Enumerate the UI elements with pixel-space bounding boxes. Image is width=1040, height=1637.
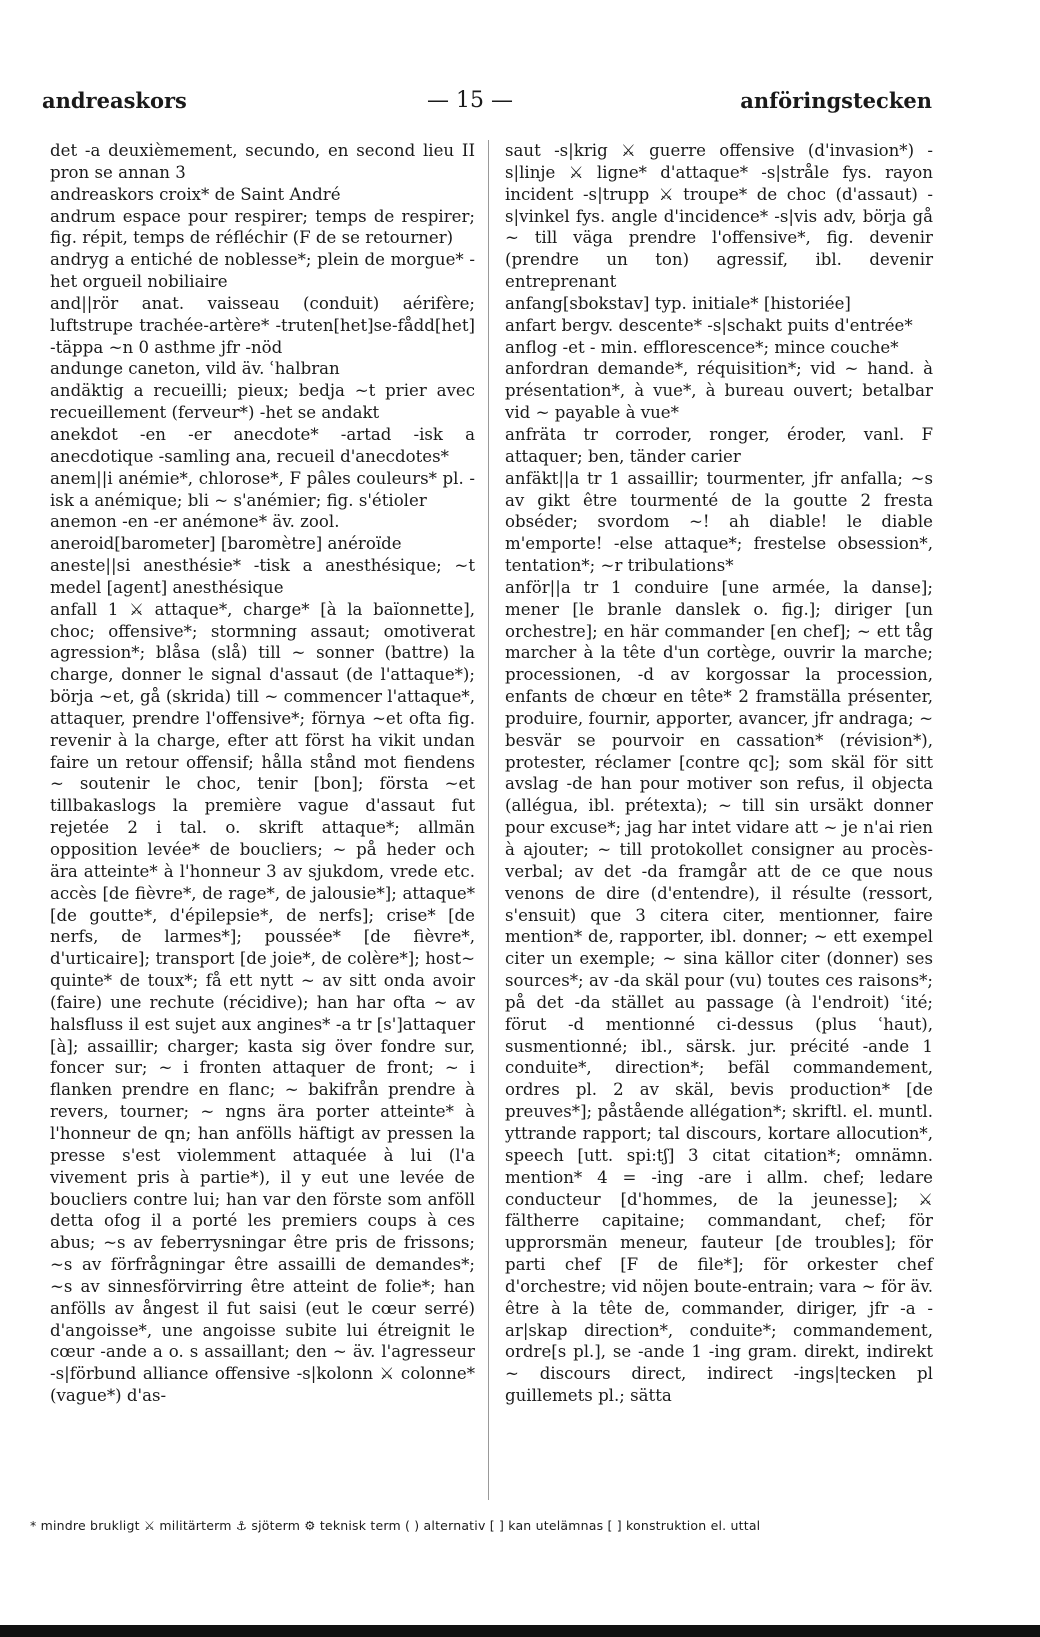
- right-column: [505, 140, 933, 1407]
- dictionary-entry: anför||a tr 1 conduire [une armée, la danse]; mener [le branle danslek o. fig.]; diriger [un orchestre]; en här commander [en chef]; ~ ett tåg marcher à la tête d'un cortège, ouvrir la marche; processionen, -d av korgossar la procession, enfants de chœur en tête* 2 framställa présenter, produire, fournir, apporter, avancer, jfr andraga; ~ besvär se pourvoir en cassation* (révision*), protester, réclamer [contre qc]; som skäl för sitt avslag -de han pour motiver son refus, il objecta (allégua, ibl. prétexta); ~ till sin ursäkt donner pour excuse*; jag har intet vidare att ~ je n'ai rien à ajouter; ~ till protokollet consigner au procès-verbal; av det -da framgår att de ce que nous venons de dire (d'entendre), il résulte (ressort, s'ensuit) que 3 citera citer, mentionner, faire mention* de, rapporter, ibl. donner; ~ ett exempel citer un exemple; ~ sina källor citer (donner) ses sources*; av -da skäl pour (vu) toutes ces raisons*; på det -da stället au passage (à l'endroit) ʿité; förut -d mentionné ci-dessus (plus ʿhaut), susmentionné; ibl., särsk. jur. précité -ande 1 conduite*, direction*; befäl commandement, ordres pl. 2 av skäl, bevis production* [de preuves*]; påstående allégation*; skriftl. el. muntl. yttrande rapport; tal discours, kortare allocution*, speech [utt. spi:tʃ] 3 citat citation*; omnämn. mention* 4 = -ing -are i allm. chef; ledare conducteur [d'hommes, de la jeunesse]; ⚔ fältherre capitaine; commandant, chef; för upprorsmän meneur, fauteur [de troubles]; för parti chef [F de file*]; för orkester chef d'orchestre; vid nöjen boute-entrain; vara ~ för äv. être à la tête de, commander, diriger, jfr -a -ar|skap direction*, conduite*; commandement, ordre[s pl.], se -ande 1 -ing gram. direkt, indirekt ~ discours direct, indirect -ings|tecken pl guillemets pl.; sätta: [505, 577, 933, 1406]
- dictionary-entry: anfart bergv. descente* -s|schakt puits d'entrée*: [505, 315, 913, 335]
- dictionary-entry: andreaskors croix* de Saint André: [50, 184, 341, 204]
- running-header: [42, 88, 932, 124]
- left-column: [50, 140, 475, 1407]
- dictionary-entry: det -a deuxièmement, secundo, en second lieu II pron se annan 3: [50, 141, 475, 182]
- dictionary-entry: aneroid[barometer] [baromètre] anéroïde: [50, 534, 402, 554]
- dictionary-entry: anfräta tr corroder, ronger, éroder, vanl. F attaquer; ben, tänder carier: [505, 424, 933, 466]
- legend-footer: * mindre brukligt ⚔ militärterm ⚓ sjöterm ⚙ teknisk term ( ) alternativ [ ] kan utelämnas [ ] konstruktion el. uttal: [30, 1518, 761, 1533]
- dictionary-entry: aneste||si anesthésie* -tisk a anesthésique; ~t medel [agent] anesthésique: [50, 556, 475, 597]
- dictionary-entry: and||rör anat. vaisseau (conduit) aérifère; luftstrupe trachée-artère* -truten[het]se-fådd[het] -täppa ~n 0 asthme jfr -nöd: [50, 293, 475, 357]
- dictionary-entry: anekdot -en -er anecdote* -artad -isk a anecdotique -samling ana, recueil d'anecdotes*: [50, 424, 475, 466]
- header-last-headword: anföringstecken: [740, 88, 932, 113]
- dictionary-entry: anfang[sbokstav] typ. initiale* [historiée]: [505, 293, 851, 313]
- dictionary-entry: anemon -en -er anémone* äv. zool.: [50, 512, 340, 532]
- column-divider: [488, 140, 489, 1500]
- header-first-headword: andreaskors: [42, 88, 187, 113]
- dictionary-entry: andäktig a recueilli; pieux; bedja ~t prier avec recueillement (ferveur*) -het se andakt: [50, 381, 475, 423]
- dictionary-entry: saut -s|krig ⚔ guerre offensive (d'invasion*) -s|linje ⚔ ligne* d'attaque* -s|stråle fys. rayon incident -s|trupp ⚔ troupe* de choc (d'assaut) -s|vinkel fys. angle d'incidence* -s|vis adv, börja gå ~ till väga prendre l'offensive*, fig. devenir (prendre un ton) agressif, ibl. devenir entreprenant: [505, 141, 933, 292]
- dictionary-entry: andrum espace pour respirer; temps de respirer; fig. répit, temps de réfléchir (F de se retourner): [50, 206, 475, 248]
- dictionary-entry: andryg a entiché de noblesse*; plein de morgue* -het orgueil nobiliaire: [50, 250, 475, 292]
- dictionary-entry: anfall 1 ⚔ attaque*, charge* [à la baïonnette], choc; offensive*; stormning assaut; omotiverat agression*; blåsa (slå) till ~ sonner (battre) la charge, donner le signal d'assaut (de l'attaque*); börja ~et, gå (skrida) till ~ commencer l'attaque*, attaquer, prendre l'offensive*; förnya ~et ofta fig. revenir à la charge, efter att först ha vikit undan faire un retour offensif; hålla stånd mot fiendens ~ soutenir le choc, tenir [bon]; första ~et tillbakaslogs la première vague d'assaut fut rejetée 2 i tal. o. skrift attaque*; allmän opposition levée* de boucliers; ~ på heder och ära atteinte* à l'honneur 3 av sjukdom, vrede etc. accès [de fièvre*, de rage*, de jalousie*]; attaque* [de goutte*, d'épilepsie*, de nerfs]; crise* [de nerfs, de larmes*]; poussée* [de fièvre*, d'urticaire]; transport [de joie*, de colère*]; host~ quinte* de toux*; få ett nytt ~ av sitt onda avoir (faire) une rechute (récidive); han har ofta ~ av halsfluss il est sujet aux angines* -a tr [s']attaquer [à]; assaillir; charger; kasta sig över fondre sur, foncer sur; ~ i fronten attaquer de front; ~ i flanken prendre en flanc; ~ bakifrån prendre à revers, tourner; ~ ngns ära porter atteinte* à l'honneur de qn; han anfölls häftigt av pressen la presse s'est violemment attaquée à lui (l'a vivement pris à partie*), il y eut une levée de boucliers contre lui; han var den förste som anföll detta ofog il a porté les premiers coups à ces abus; ~s av feberrysningar être pris de frissons; ~s av förfrågningar être assailli de demandes*; ~s av sinnesförvirring être atteint de folie*; han anfölls av ångest il fut saisi (eut le cœur serré) d'angoisse*, une angoisse subite lui étreignit le cœur -ande a o. s assaillant; den ~ äv. l'agresseur -s|förbund alliance offensive -s|kolonn ⚔ colonne* (vague*) d'as-: [50, 599, 475, 1406]
- dictionary-entry: anfordran demande*, réquisition*; vid ~ hand. à présentation*, à vue*, à bureau ouvert; betalbar vid ~ payable à vue*: [505, 359, 933, 423]
- bottom-edge-bar: [0, 1625, 1040, 1637]
- page-number: — 15 —: [427, 88, 513, 113]
- dictionary-entry: anfäkt||a tr 1 assaillir; tourmenter, jfr anfalla; ~s av gikt être tourmenté de la goutte 2 fresta obséder; svordom ~! ah diable! le diable m'emporte! -else attaque*; frestelse obsession*, tentation*; ~r tribulations*: [505, 468, 933, 576]
- dictionary-entry: anem||i anémie*, chlorose*, F pâles couleurs* pl. -isk a anémique; bli ~ s'anémier; fig. s'étioler: [50, 468, 475, 510]
- dictionary-entry: anflog -et - min. efflorescence*; mince couche*: [505, 337, 899, 357]
- dictionary-entry: andunge caneton, vild äv. ʿhalbran: [50, 359, 340, 379]
